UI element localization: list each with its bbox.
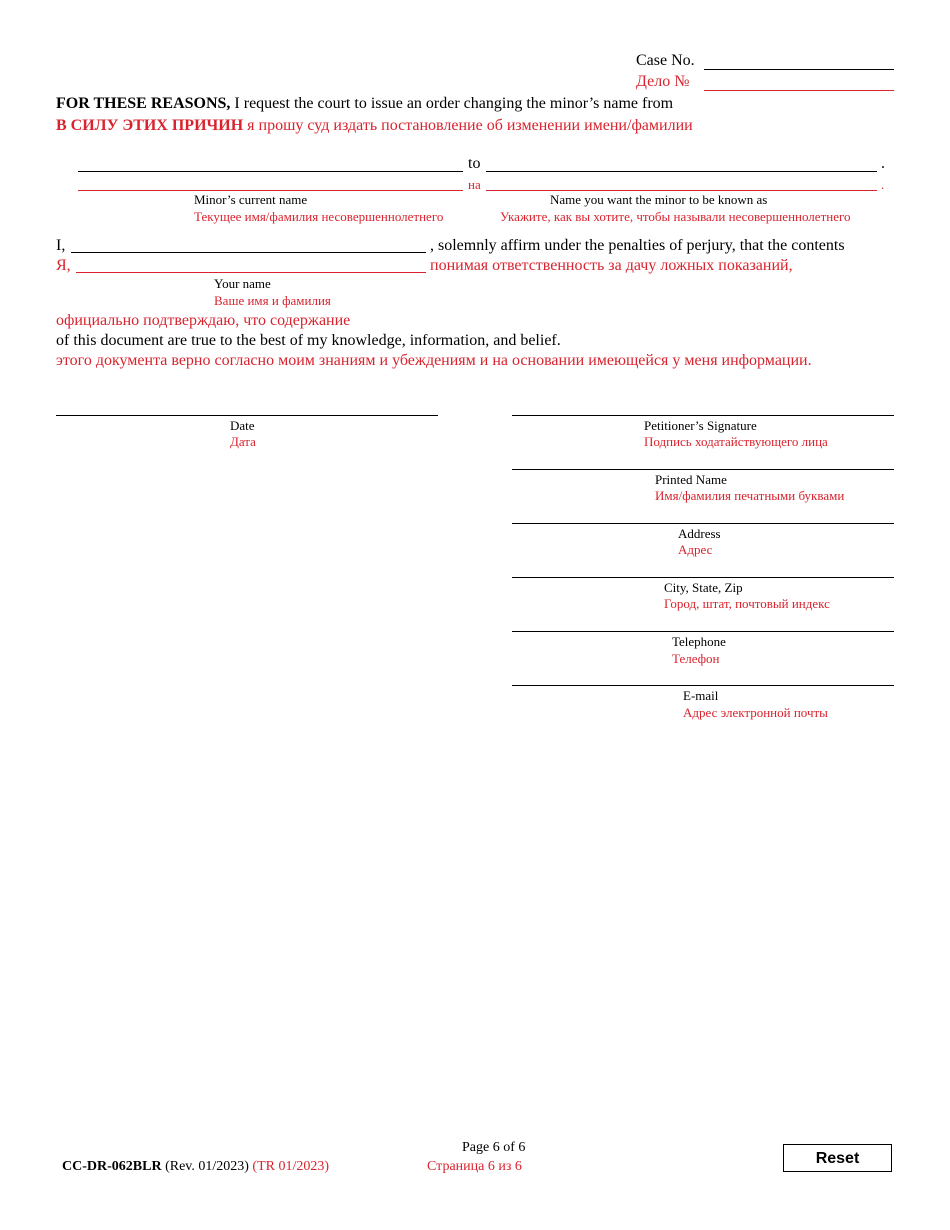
city-caption-ru: Город, штат, почтовый индекс	[664, 596, 830, 611]
case-no-label-ru: Дело №	[636, 73, 690, 90]
minor-new-name-line-ru	[486, 190, 877, 191]
email-caption: E-mail	[683, 688, 719, 703]
date-field[interactable]	[56, 415, 438, 416]
minor-new-name-field[interactable]	[486, 171, 877, 172]
telephone-field[interactable]	[512, 631, 894, 632]
your-name-caption-ru: Ваше имя и фамилия	[214, 293, 331, 308]
page-number-ru: Страница 6 из 6	[427, 1159, 522, 1174]
form-rev: (Rev. 01/2023)	[161, 1159, 249, 1174]
form-id-line	[62, 1159, 329, 1175]
date-caption: Date	[230, 418, 255, 433]
printed-name-caption: Printed Name	[655, 472, 727, 487]
affirm-text-ru: понимая ответственность за дачу ложных показаний,	[430, 257, 793, 274]
telephone-caption-ru: Телефон	[672, 651, 720, 666]
period: .	[881, 155, 885, 172]
petitioner-caption-ru: Подпись ходатайствующего лица	[644, 434, 828, 449]
reset-button[interactable]: Reset	[783, 1144, 892, 1172]
reasons-bold: FOR THESE REASONS,	[56, 95, 231, 112]
your-name-caption: Your name	[214, 276, 271, 291]
affirm-i-ru: Я,	[56, 257, 71, 274]
period-ru: .	[881, 177, 885, 192]
address-field[interactable]	[512, 523, 894, 524]
printed-name-field[interactable]	[512, 469, 894, 470]
reasons-text: I request the court to issue an order changing the minor’s name from	[230, 95, 674, 112]
current-name-caption: Minor’s current name	[194, 192, 308, 207]
city-caption: City, State, Zip	[664, 580, 743, 595]
case-no-label: Case No.	[636, 52, 695, 69]
reasons-text-ru: я прошу суд издать постановление об изменении имени/фамилии	[243, 117, 693, 134]
to-label: to	[468, 155, 481, 172]
your-name-line-ru	[76, 272, 426, 273]
current-name-caption-ru: Текущее имя/фамилия несовершеннолетнего	[194, 209, 444, 224]
affirm-text: , solemnly affirm under the penalties of perjury, that the contents	[430, 237, 845, 254]
minor-current-name-line-ru	[78, 190, 463, 191]
reasons-line	[56, 95, 673, 113]
affirm-line3: of this document are true to the best of my knowledge, information, and belief.	[56, 332, 561, 349]
city-state-zip-field[interactable]	[512, 577, 894, 578]
printed-name-caption-ru: Имя/фамилия печатными буквами	[655, 488, 845, 503]
case-no-field[interactable]	[704, 69, 894, 70]
affirm-line2-ru: официально подтверждаю, что содержание	[56, 312, 351, 329]
affirm-line4-ru: этого документа верно согласно моим знаниям и убеждениям и на основании имеющейся у меня информации.	[56, 352, 812, 369]
minor-current-name-field[interactable]	[78, 171, 463, 172]
petitioner-signature-field[interactable]	[512, 415, 894, 416]
reasons-line-ru	[56, 117, 693, 135]
new-name-caption: Name you want the minor to be known as	[550, 192, 768, 207]
reasons-bold-ru: В СИЛУ ЭТИХ ПРИЧИН	[56, 117, 244, 134]
affirm-i: I,	[56, 237, 66, 254]
email-caption-ru: Адрес электронной почты	[683, 705, 828, 720]
page-number: Page 6 of 6	[462, 1140, 526, 1155]
to-label-ru: на	[468, 177, 481, 192]
petitioner-caption: Petitioner’s Signature	[644, 418, 757, 433]
address-caption-ru: Адрес	[678, 542, 713, 557]
form-tr: (TR 01/2023)	[248, 1159, 330, 1174]
your-name-field[interactable]	[71, 252, 426, 253]
form-id: CC-DR-062BLR	[62, 1159, 162, 1174]
case-no-field-ru	[704, 90, 894, 91]
date-caption-ru: Дата	[230, 434, 256, 449]
address-caption: Address	[678, 526, 721, 541]
telephone-caption: Telephone	[672, 634, 726, 649]
new-name-caption-ru: Укажите, как вы хотите, чтобы называли несовершеннолетнего	[500, 209, 851, 224]
email-field[interactable]	[512, 685, 894, 686]
